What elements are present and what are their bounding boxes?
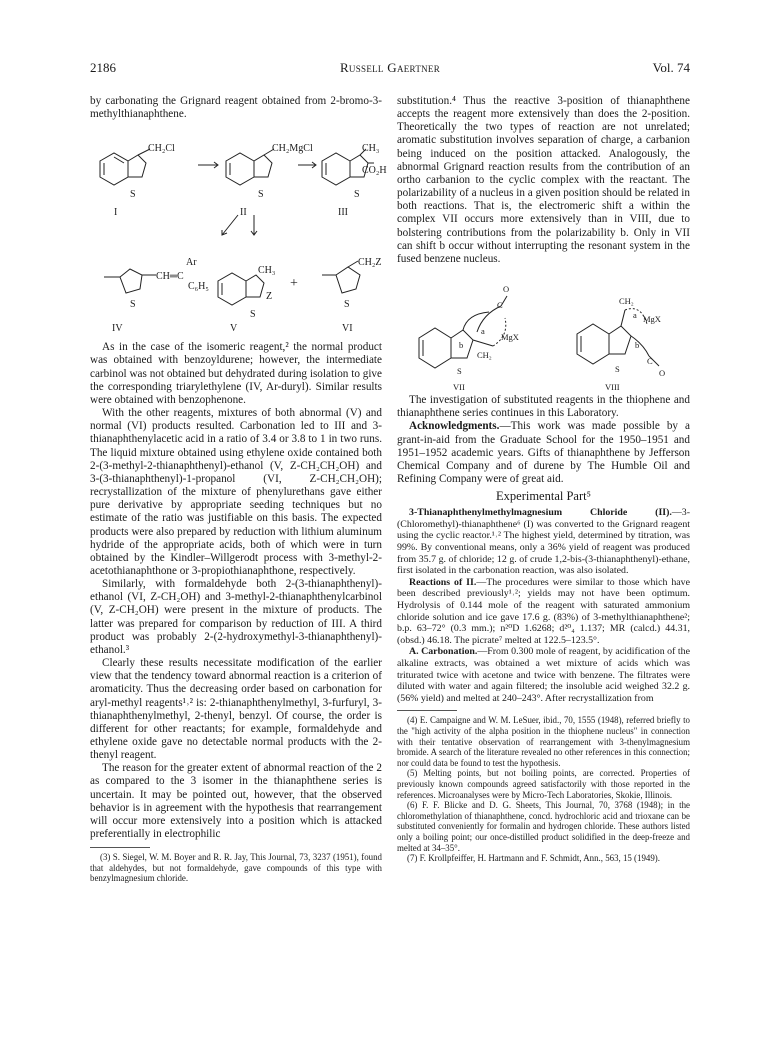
paragraph: substitution.⁴ Thus the reactive 3-position of thianaphthene accepts the reagent more extensively than does the 2-position. Theoretically the two types of reaction are not unrelated; aromatic substitution involves separation of charge, a carbanion being induced on the position attacked. Analogously, the abnormal Grignard reaction results from the contribution of an ortho carbanion to the cyclic complex with the reactant. The polarizability of a nucleus in a given position should be related in both reactions. That is, the electromeric shift a within the complex VII occurs more extensively than in VIII, due to bolstering contributions from the polarizability b. Only in VII can shift b occur without interrupting the resonant system in the fused benzene nucleus. [397,95,690,265]
figure-label-vii: VII [453,382,465,393]
fig-mgx-viii: MgX [643,314,661,325]
experimental-paragraph [397,646,690,704]
intro-paragraph: by carbonating the Grignard reagent obtained from 2-bromo-3-methylthianaphthene. [90,95,382,121]
fig-atom-o: O [503,284,510,295]
section-title: Experimental Part⁵ [496,489,591,504]
fig-ch2-viii: CH₂ [619,296,634,307]
footnote-divider [397,710,457,711]
scheme-group-ch2cl: CH₂Cl [148,143,175,155]
fig-o-viii: O [659,368,666,379]
scheme-group-ch-c: CH═C [156,271,184,283]
footnote-5: (5) Melting points, but not boiling points, are corrected. Properties of previously known compounds agreed satisfactorily with those reported in the references. Microanalyses were by Micro-Tech Laboratories, Skokie, Illinois. [397,768,690,800]
acknowledgments [397,420,690,486]
fig-c-viii: C [647,356,653,367]
fig-mgx: MgX [501,332,519,343]
acknowledgments-text: —This work was made possible by a grant-in-aid from the Graduate School for the 1950–1951 and 1951–1952 academic years. Gifts of thianaphthene by Jefferson Chemical Company and of durene by The Humble Oil and Refining Company were of great aid. [397,420,690,485]
scheme-group-ar: Ar [186,257,197,269]
compound-label-i: I [114,207,118,219]
experimental-text: —The procedures were similar to those which have been described previously¹˒²; yields may not have been optimum. Hydrolysis of 0.144 mole of the reagent with saturated ammonium chloride solution and ice gave 17.6 g. (83%) of 3-methylthianaphthene²; b.p. 63–72° (0.3 mm.); n²⁰D 1.6268; d²⁰₄ 1.137; MR (calcd.) 44.31, (obsd.) 46.18. The picrate⁷ melted at 122.5–123.5°. [397,576,690,646]
compound-label-ii: II [240,207,247,219]
experimental-text: —From 0.300 mole of reagent, by acidification of the alkaline extracts, was obtained a wet mixture of acids which was triturated twice with acetone and twice with benzene. The filtrates were diluted with water and again filtered; the insoluble acid weighed 32.2 g. (56% yield) and melted at 240–243°. After recrystallization from [397,646,690,704]
footnote-3: (3) S. Siegel, W. M. Boyer and R. R. Jay, This Journal, 73, 3237 (1951), found that aldehydes, but not formaldehyde, gave compounds of this type with benzylmagnesium chloride. [90,852,382,884]
footnote-7: (7) F. Krollpfeiffer, H. Hartmann and F. Schmidt, Ann., 563, 15 (1949). [407,853,660,864]
page-header [90,60,690,78]
scheme-group-z: Z [266,291,273,303]
fig-shift-a-viii: a [633,310,637,321]
paragraph: The investigation of substituted reagents in the thiophene and thianaphthene series continues in this Laboratory. [397,394,690,420]
paragraph: Clearly these results necessitate modification of the earlier view that the tendency toward abnormal reaction is a criterion of aromaticity. Thus the decreasing order based on carbonation for aryl-methyl reagents¹˒² is: 2-thianaphthenylmethyl, 3-furfuryl, 3-thianaphthenylmethyl, 2-thenyl, benzyl. Of course, the order is different for other reactants; for example, formaldehyde and ethylene oxide gave no detectable normal products with the 2-thenyl reagent. [90,657,382,762]
complex-figure [397,274,690,392]
footnote-4: (4) E. Campaigne and W. M. LeSuer, ibid., 70, 1555 (1948), referred briefly to the "high activity of the alpha position in the thiophene nucleus" in connection with their tentative observation of rearrangement with 3-thenylmagnesium bromide. A search of the literature revealed no other references in this connection; nor could data be found to test the hypothesis. [397,715,690,768]
fig-shift-b-viii: b [635,340,640,351]
page-number: 2186 [90,60,116,75]
compound-label-vi: VI [342,323,353,335]
scheme-sulfur-3: S [354,189,360,201]
left-column [90,95,387,884]
running-head: Russell Gaertner [339,60,441,75]
scheme-group-c6h5: C₆H₅ [188,281,209,293]
experimental-heading: Reactions of II. [409,576,477,588]
scheme-sulfur-1: S [130,189,136,201]
volume-label: Vol. 74 [652,60,690,75]
fig-shift-b: b [459,340,464,351]
scheme-sulfur-2: S [258,189,264,201]
scheme-group-ch3: CH₃ [362,143,380,155]
experimental-paragraph [397,577,690,647]
scheme-sulfur-5: S [250,309,256,321]
paragraph: As in the case of the isomeric reagent,² the normal product was obtained with benzoyldurene; however, the intermediate carbinol was not obtained but dehydrated during isolation to give the corresponding triarylethylene (IV, Ar-duryl). Similar results were obtained with benzophenone. [90,341,382,406]
experimental-heading: 3-Thianaphthenylmethylmagnesium Chloride (II). [409,507,672,519]
scheme-group-ch3-v: CH₃ [258,265,276,277]
experimental-text: —3-(Chloromethyl)-thianaphthene⁶ (I) was converted to the Grignard reagent using the cyclic reactor.¹˒² The highest yield, determined by titration, was 99%. By conventional means, only a 36% yield of reagent was produced from 35.7 g. of chloride; 12 g. of crude 1,2-bis-(3-thianaphthenyl)-ethane, first isolated in the carbonation reaction, was also isolated. [397,507,690,577]
footnote-6: (6) F. F. Blicke and D. G. Sheets, This Journal, 70, 3768 (1948); in the chloromethylation of thianaphthene, concd. hydrochloric acid and trioxane can be substituted conveniently for formalin and hydrogen chloride. These authors listed only a boiling point; our once-distilled product solidified in the deep-freeze and melted at 34–35°. [397,800,690,853]
right-column [397,95,690,864]
footnote-divider [90,847,150,848]
experimental-paragraph [397,507,690,577]
scheme-sulfur-6: S [344,299,350,311]
scheme-sulfur-4: S [130,299,136,311]
paragraph: The reason for the greater extent of abnormal reaction of the 2 as compared to the 3 isomer in the thianaphthene series is uncertain. It may be pointed out, however, that the observed behavior is in agreement with the hypothesis that rearrangement will occur more extensively into a position which is attacked preferentially in electrophilic [90,762,382,841]
fig-atom-c: C [497,300,503,311]
acknowledgments-heading: Acknowledgments. [409,420,500,433]
fig-shift-a: a [481,326,485,337]
scheme-group-co2h: CO₂H [362,165,387,177]
reaction-scheme [90,127,387,337]
compound-label-v: V [230,323,238,335]
paragraph: Similarly, with formaldehyde both 2-(3-thianaphthenyl)-ethanol (VI, Z-CH₂OH) and 3-methyl-2-thianaphthenylcarbinol (V, Z-CH₂OH) were present in the mixture of products. The latter was prepared for comparison by reduction of III. A third product was probably 2-(2-hydroxymethyl-3-thianaphthenyl)-ethanol.³ [90,578,382,656]
scheme-group-ch2z: CH₂Z [358,257,382,269]
paragraph: With the other reagents, mixtures of both abnormal (V) and normal (VI) products resulted. Carbonation led to III and 3-thianaphthenylacetic acid in a ratio of 3.4 or 3.8 to 1 in two runs. The liquid mixture obtained using ethylene oxide contained both 2-(3-methyl-2-thianaphthenyl)-ethanol (V, Z-CH₂CH₂OH) and 3-(3-thianaphthenyl)-1-propanol (VI, Z-CH₂CH₂OH); recrystallization of the mixture of phenylurethans gave either pure derivative by appropriate seeding techniques but no estimate of the ratio was justifiable on this basis. The expected products were also prepared by reduction with lithium aluminum hydride of the appropriate acids, both of which were in turn obtained by the Kindler–Willgerodt process with 3-methyl-2-acetothianaphthone or 3-propiothianaphthone, respectively. [90,407,382,577]
fig-ch2: CH₂ [477,350,492,361]
compound-label-iv: IV [112,323,123,335]
fig-sulfur: S [457,366,462,377]
scheme-group-ch2mgcl: CH₂MgCl [272,143,313,155]
experimental-heading: A. Carbonation. [409,646,478,658]
fig-sulfur-viii: S [615,364,620,375]
scheme-plus: + [290,276,298,292]
figure-label-viii: VIII [605,382,620,393]
compound-label-iii: III [338,207,348,219]
